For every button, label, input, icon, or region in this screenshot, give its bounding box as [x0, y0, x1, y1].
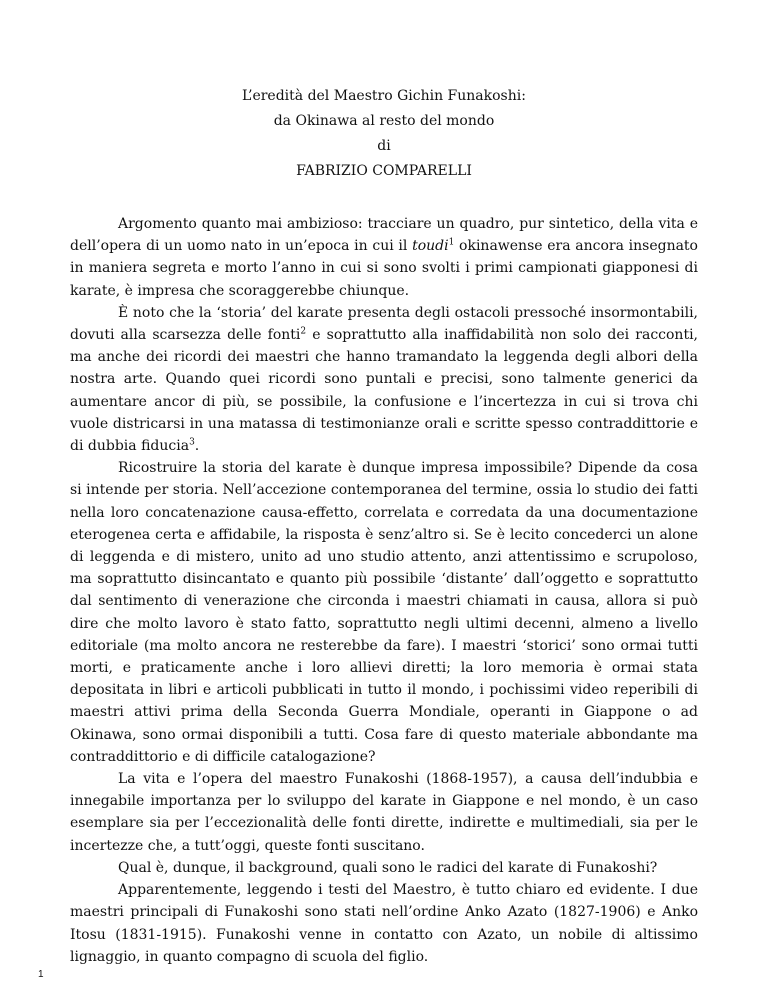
- paragraph-1-text-b: okinawense era ancora insegnato in maniera segreta e morto l’anno in cui si sono svolti i primi campionati giapponesi di karate, è impresa che scoraggerebbe chiunque.: [70, 238, 698, 299]
- body-text: [70, 213, 698, 968]
- paragraph-2-text-b: e soprattutto alla inaffidabilità non solo dei racconti, ma anche dei ricordi dei maestri che hanno tramandato la leggenda degli albori della nostra arte. Quando quei ricordi sono puntali e precisi, sono talmente generici da aumentare ancor di più, se possibile, la confusione e l’incertezza in cui si trova chi vuole districarsi in una matassa di testimonianze orali e scritte spesso contraddittorie e di dubbia fiducia: [70, 327, 698, 455]
- page-number: 1: [38, 969, 44, 980]
- paragraph-6: Apparentemente, leggendo i testi del Maestro, è tutto chiaro ed evidente. I due maestri principali di Funakoshi sono stati nell’ordine Anko Azato (1827-1906) e Anko Itosu (1831-1915). Funakoshi venne in contatto con Azato, un nobile di altissimo lignaggio, in quanto compagno di scuola del figlio.: [70, 882, 698, 965]
- footnote-ref-3[interactable]: 3: [189, 437, 195, 448]
- title-block: [0, 84, 768, 184]
- title-line-1: L’eredità del Maestro Gichin Funakoshi:: [242, 88, 526, 104]
- title-byline: di: [377, 138, 391, 154]
- paragraph-2: [70, 302, 698, 457]
- paragraph-2-text-c: .: [194, 438, 200, 455]
- paragraph-3: Ricostruire la storia del karate è dunque impresa impossibile? Dipende da cosa si intende per storia. Nell’accezione contemporanea del termine, ossia lo studio dei fatti nella loro concatenazione causa-effetto, correlata e corredata da una documentazione eterogenea certa e affidabile, la risposta è senz’altro si. Se è lecito concederci un alone di leggenda e di mistero, unito ad uno studio attento, anzi attentissimo e scrupoloso, ma soprattutto disincantato e quanto più possibile ‘distante’ dall’oggetto e soprattutto dal sentimento di venerazione che circonda i maestri chiamati in causa, allora si può dire che molto lavoro è stato fatto, soprattutto negli ultimi decenni, almeno a livello editoriale (ma molto ancora ne resterebbe da fare). I maestri ‘storici’ sono ormai tutti morti, e praticamente anche i loro allievi diretti; la loro memoria è ormai stata depositata in libri e articoli pubblicati in tutto il mondo, i pochissimi video reperibili di maestri attivi prima della Seconda Guerra Mondiale, operanti in Giappone o ad Okinawa, sono ormai disponibili a tutti. Cosa fare di questo materiale abbondante ma contraddittorio e di difficile catalogazione?: [70, 460, 698, 765]
- paragraph-5: Qual è, dunque, il background, quali sono le radici del karate di Funakoshi?: [118, 859, 658, 876]
- paragraph-1-text-a: Argomento quanto mai ambizioso: tracciare un quadro, pur sintetico, della vita e dell’opera di un uomo nato in un’epoca in cui il: [70, 216, 698, 255]
- author-name: FABRIZIO COMPARELLI: [296, 163, 472, 179]
- footnote-ref-1[interactable]: 1: [448, 237, 455, 248]
- paragraph-1: [70, 213, 698, 302]
- title-line-2: da Okinawa al resto del mondo: [273, 113, 495, 129]
- paragraph-2-text-a: È noto che la ‘storia’ del karate presenta degli ostacoli pressoché insormontabili, dovuti alla scarsezza delle fonti: [70, 304, 698, 344]
- term-toudi: toudi: [412, 238, 449, 255]
- footnote-ref-2[interactable]: 2: [300, 326, 307, 337]
- paragraph-4: La vita e l’opera del maestro Funakoshi (1868-1957), a causa dell’indubbia e innegabile importanza per lo sviluppo del karate in Giappone e nel mondo, è un caso esemplare sia per l’eccezionalità delle fonti dirette, indirette e multimediali, sia per le incertezze che, a tutt’oggi, queste fonti suscitano.: [70, 771, 698, 854]
